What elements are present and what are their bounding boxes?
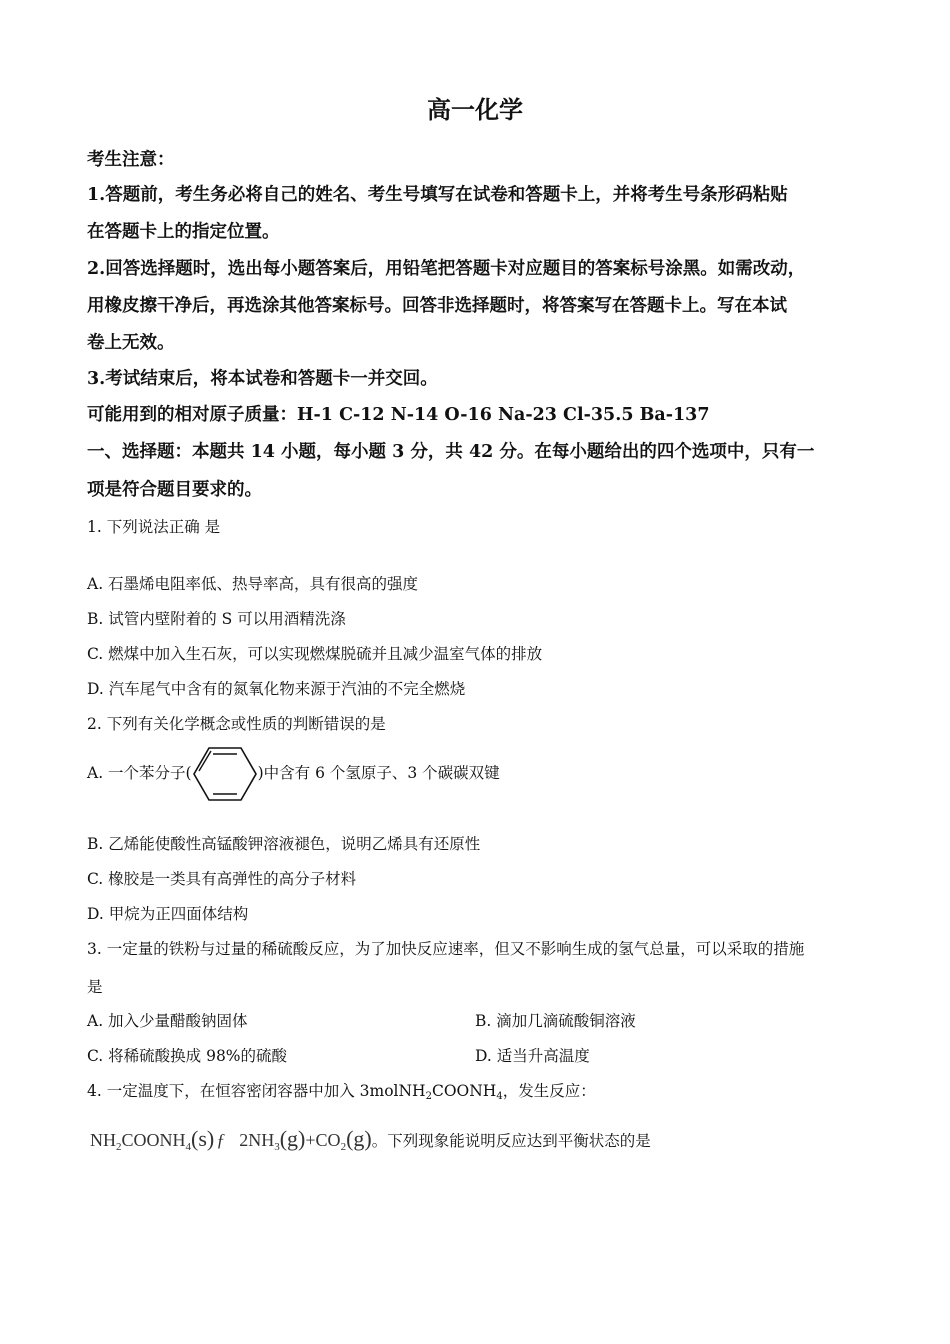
q2-option-c: C. 橡胶是一类具有高弹性的高分子材料 [87, 870, 357, 888]
eq-sub3: 3 [274, 1141, 280, 1153]
q2-option-d: D. 甲烷为正四面体结构 [87, 905, 249, 923]
notice-heading: 考生注意： [87, 150, 175, 170]
eq-co: CO [315, 1130, 341, 1150]
q4-stem [87, 1079, 596, 1102]
q1-option-b: B. 试管内壁附着的 S 可以用酒精洗涤 [87, 610, 346, 628]
notice-item3: 3.考试结束后，将本试卷和答题卡一并交回。 [87, 369, 438, 389]
section-heading-line1: 一、选择题：本题共 14 小题，每小题 3 分，共 42 分。在每小题给出的四个选项中，只有一 [87, 442, 815, 462]
q2-option-a-pre: A. 一个苯分子( [87, 764, 192, 782]
q3-option-c: C. 将稀硫酸换成 98%的硫酸 [87, 1047, 288, 1065]
q1-option-c: C. 燃煤中加入生石灰，可以实现燃煤脱硫并且减少温室气体的排放 [87, 645, 543, 663]
q2-option-a-post: )中含有 6 个氢原子、3 个碳碳双键 [257, 764, 500, 782]
q4-stem-pre: 4. 一定温度下，在恒容密闭容器中加入 3molNH [87, 1082, 426, 1100]
q3-option-d: D. 适当升高温度 [475, 1047, 590, 1065]
q4-stem-mid: COONH [431, 1082, 497, 1100]
eq-equilibrium-arrow: ƒ [216, 1130, 226, 1150]
eq-plus: + [305, 1130, 316, 1150]
q2-option-b: B. 乙烯能使酸性高锰酸钾溶液褪色，说明乙烯具有还原性 [87, 835, 481, 853]
q4-stem-post: ，发生反应： [502, 1082, 596, 1100]
eq-coonh: COONH [121, 1130, 186, 1150]
eq-sub1: 2 [116, 1141, 122, 1153]
benzene-structure-icon [192, 742, 258, 806]
q3-stem-line2: 是 [87, 978, 103, 996]
q1-option-a: A. 石墨烯电阻率低、热导率高，具有很高的强度 [87, 575, 419, 593]
eq-state-gas2: (g) [346, 1126, 372, 1151]
q3-stem-line1: 3. 一定量的铁粉与过量的稀硫酸反应，为了加快反应速率，但又不影响生成的氢气总量，可以采取的措施 [87, 940, 805, 958]
eq-state-gas1: (g) [279, 1126, 306, 1151]
q3-option-a: A. 加入少量醋酸钠固体 [87, 1012, 248, 1030]
eq-2nh: 2NH [239, 1130, 275, 1150]
q2-option-a [87, 742, 500, 806]
eq-state-solid: (s) [191, 1126, 215, 1151]
q4-stem-sub2: 4 [496, 1091, 503, 1102]
eq-nh: NH [90, 1130, 116, 1150]
q1-option-d: D. 汽车尾气中含有的氮氧化物来源于汽油的不完全燃烧 [87, 680, 466, 698]
notice-item1-line2: 在答题卡上的指定位置。 [87, 222, 280, 242]
page-title: 高一化学 [427, 95, 523, 124]
notice-item1-line1: 1.答题前，考生务必将自己的姓名、考生号填写在试卷和答题卡上，并将考生号条形码粘贴 [87, 185, 788, 205]
eq-sub2: 4 [185, 1141, 192, 1153]
atomic-masses: 可能用到的相对原子质量：H-1 C-12 N-14 O-16 Na-23 Cl-35.5 Ba-137 [87, 405, 710, 425]
section-heading-line2: 项是符合题目要求的。 [87, 480, 262, 500]
q4-stem-tail: 。下列现象能说明反应达到平衡状态的是 [371, 1132, 651, 1150]
notice-item2-line1: 2.回答选择题时，选出每小题答案后，用铅笔把答题卡对应题目的答案标号涂黑。如需改动， [87, 259, 806, 279]
eq-sub4: 2 [340, 1141, 347, 1153]
notice-item2-line3: 卷上无效。 [87, 333, 175, 353]
notice-item2-line2: 用橡皮擦干净后，再选涂其他答案标号。回答非选择题时，将答案写在答题卡上。写在本试 [87, 296, 787, 316]
q1-stem: 1. 下列说法正确 是 [87, 518, 221, 536]
reaction-equation [90, 1126, 651, 1153]
q4-stem-sub1: 2 [425, 1091, 432, 1102]
q3-option-b: B. 滴加几滴硫酸铜溶液 [475, 1012, 636, 1030]
q2-stem: 2. 下列有关化学概念或性质的判断错误的是 [87, 715, 386, 733]
